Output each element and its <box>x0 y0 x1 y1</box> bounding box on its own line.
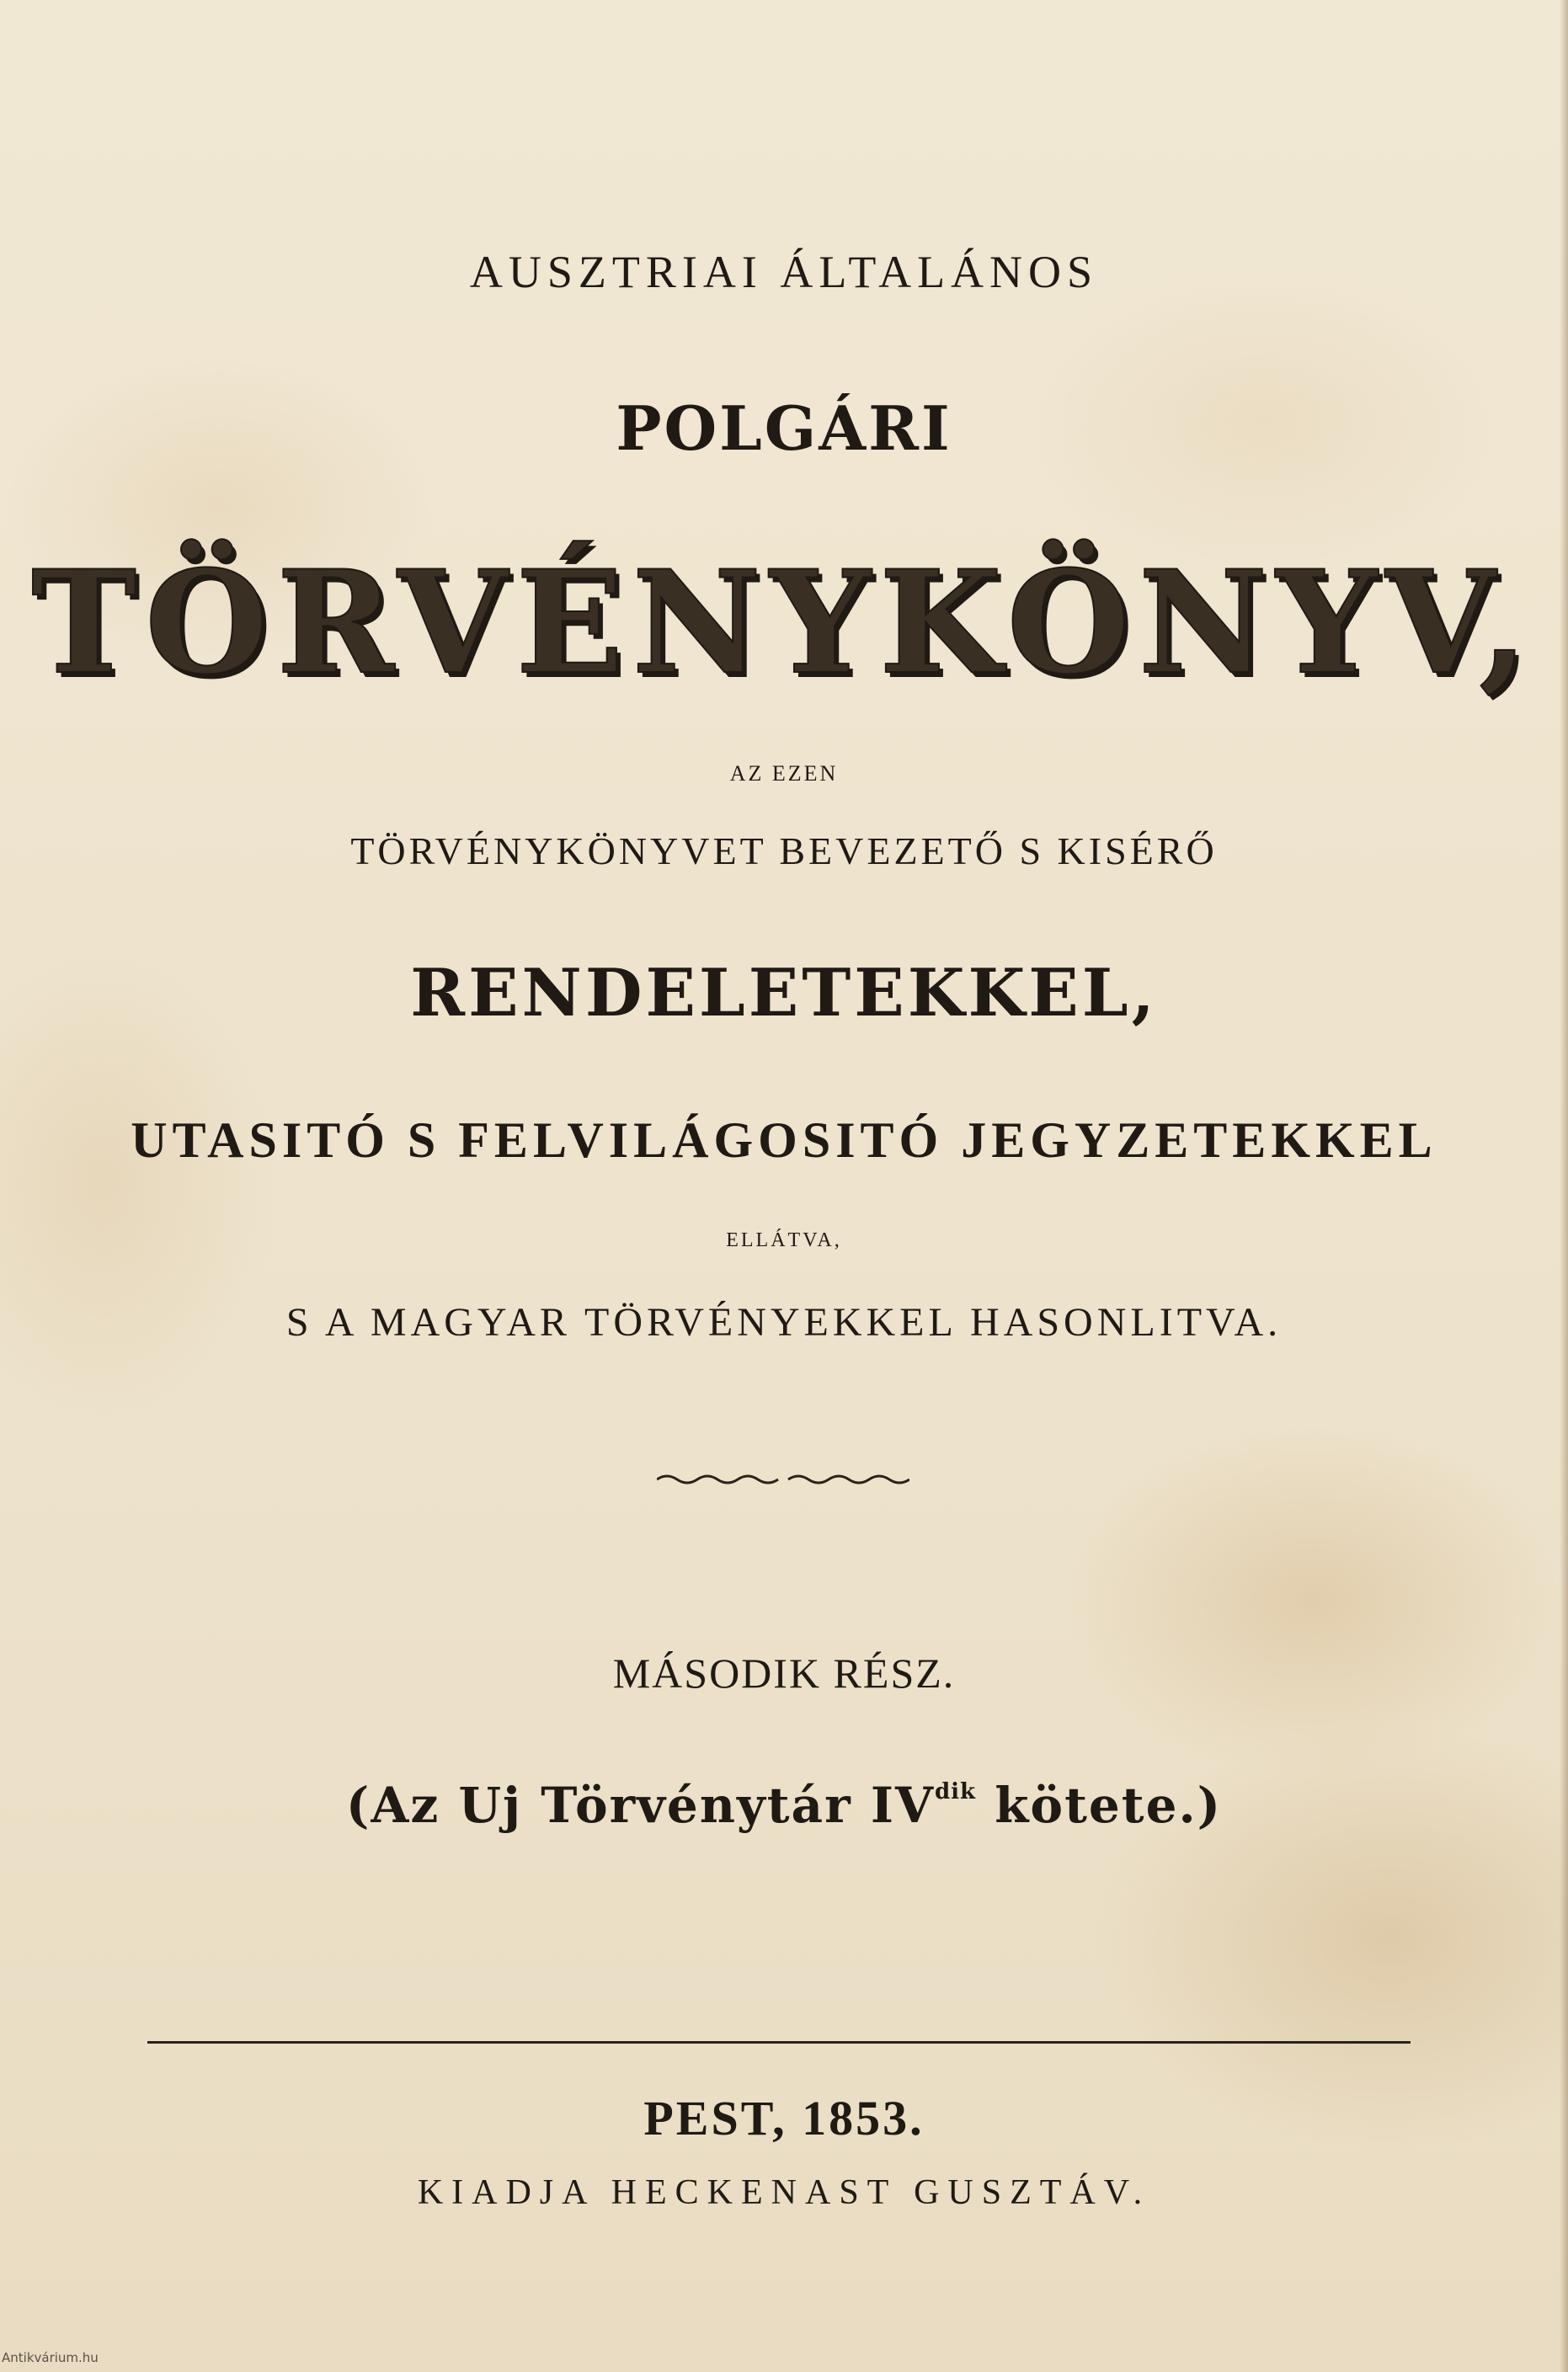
imprint-publisher: KIADJA HECKENAST GUSZTÁV. <box>417 2173 1151 2212</box>
title-line-austrian-general: AUSZTRIAI ÁLTALÁNOS <box>469 247 1099 297</box>
part-heading: MÁSODIK RÉSZ. <box>612 1650 956 1697</box>
subtitle-line-notes: UTASITÓ S FELVILÁGOSITÓ JEGYZETEKKEL <box>131 1112 1437 1168</box>
volume-note <box>0 1777 1568 1834</box>
imprint-rule <box>147 2041 1411 2044</box>
watermark: Antikvárium.hu <box>2 2350 99 2365</box>
subtitle-line-az-ezen: AZ EZEN <box>729 761 839 786</box>
title-line-code-of-law: TÖRVÉNYKÖNYV, <box>31 539 1537 706</box>
subtitle-line-introducing: TÖRVÉNYKÖNYVET BEVEZETŐ S KISÉRŐ <box>350 829 1218 872</box>
imprint-place-year: PEST, 1853. <box>643 2091 925 2145</box>
volume-note-end: kötete.) <box>976 1777 1223 1834</box>
volume-note-superscript: dik <box>934 1779 977 1804</box>
subtitle-line-provided: ELLÁTVA, <box>726 1229 842 1251</box>
subtitle-line-decrees: RENDELETEKKEL, <box>410 955 1158 1031</box>
volume-note-text: (Az Uj Törvénytár IV <box>345 1777 935 1834</box>
wavy-ornament-divider <box>657 1469 909 1490</box>
page-edge-shadow <box>1560 0 1568 2372</box>
title-line-civil: POLGÁRI <box>616 392 952 464</box>
subtitle-line-compared: S A MAGYAR TÖRVÉNYEKKEL HASONLITVA. <box>285 1300 1283 1345</box>
